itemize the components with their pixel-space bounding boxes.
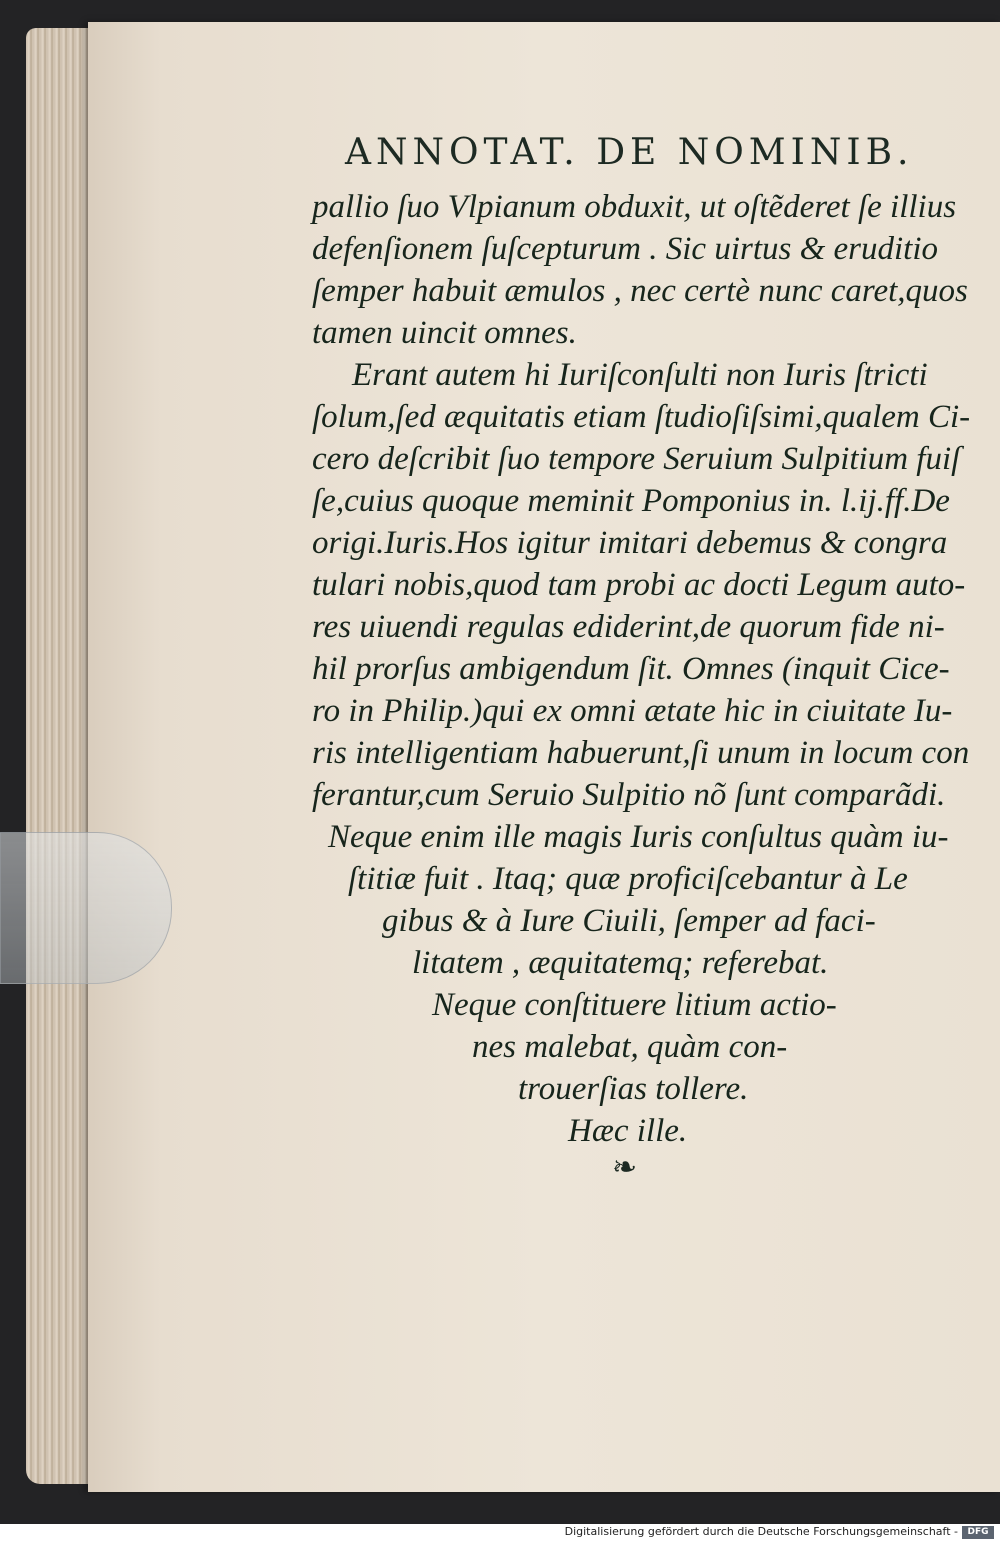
text-line: litatem , æquitatemq; referebat. bbox=[412, 945, 829, 981]
text-line: origi.Iuris.Hos igitur imitari debemus & congra bbox=[312, 525, 948, 561]
dfg-logo: DFG bbox=[962, 1526, 994, 1539]
text-line: Erant autem hi Iuriſconſulti non Iuris ſtricti bbox=[352, 357, 928, 393]
text-line: defenſionem ſuſcepturum . Sic uirtus & eruditio bbox=[312, 231, 939, 267]
text-line: ſtitiæ fuit . Itaq; quæ proficiſcebantur à Le bbox=[348, 861, 908, 897]
leaf-ornament: ❧ bbox=[612, 1150, 638, 1185]
text-line: ris intelligentiam habuerunt,ſi unum in locum con bbox=[312, 735, 970, 771]
text-line: ſe,cuius quoque meminit Pomponius in. l.ij.ff.De bbox=[312, 483, 950, 519]
footer-credit: Digitalisierung gefördert durch die Deutsche Forschungsgemeinschaft - bbox=[564, 1525, 958, 1538]
text-line: hil prorſus ambigendum ſit. Omnes (inquit Cice- bbox=[312, 651, 950, 687]
glass-page-holder bbox=[0, 832, 172, 984]
text-line: tamen uincit omnes. bbox=[312, 315, 577, 351]
text-line: ſolum,ſed æquitatis etiam ſtudioſiſsimi,qualem Ci- bbox=[312, 399, 971, 435]
text-line: Hæc ille. bbox=[568, 1113, 688, 1149]
text-line: gibus & à Iure Ciuili, ſemper ad faci- bbox=[382, 903, 876, 939]
text-line: Neque enim ille magis Iuris conſultus quàm iu- bbox=[328, 819, 949, 855]
text-line: cero deſcribit ſuo tempore Seruium Sulpitium fuiſ bbox=[312, 441, 961, 477]
text-line: res uiuendi regulas ediderint,de quorum fide ni- bbox=[312, 609, 945, 645]
text-line: nes malebat, quàm con- bbox=[472, 1029, 788, 1065]
text-line: trouerſias tollere. bbox=[518, 1071, 749, 1107]
page-edges bbox=[26, 28, 96, 1484]
running-header: ANNOTAT. DE NOMINIB. bbox=[345, 132, 914, 173]
text-line: ro in Philip.)qui ex omni ætate hic in ciuitate Iu- bbox=[312, 693, 953, 729]
text-line: tulari nobis,quod tam probi ac docti Legum auto- bbox=[312, 567, 966, 603]
text-line: Neque conſtituere litium actio- bbox=[432, 987, 837, 1023]
footer-bar bbox=[0, 1524, 1000, 1542]
text-line: pallio ſuo Vlpianum obduxit, ut oſtẽderet ſe illius bbox=[312, 189, 957, 225]
text-line: ferantur,cum Seruio Sulpitio nõ ſunt comparãdi. bbox=[312, 777, 946, 813]
text-line: ſemper habuit æmulos , nec certè nunc caret,quos bbox=[312, 273, 968, 309]
